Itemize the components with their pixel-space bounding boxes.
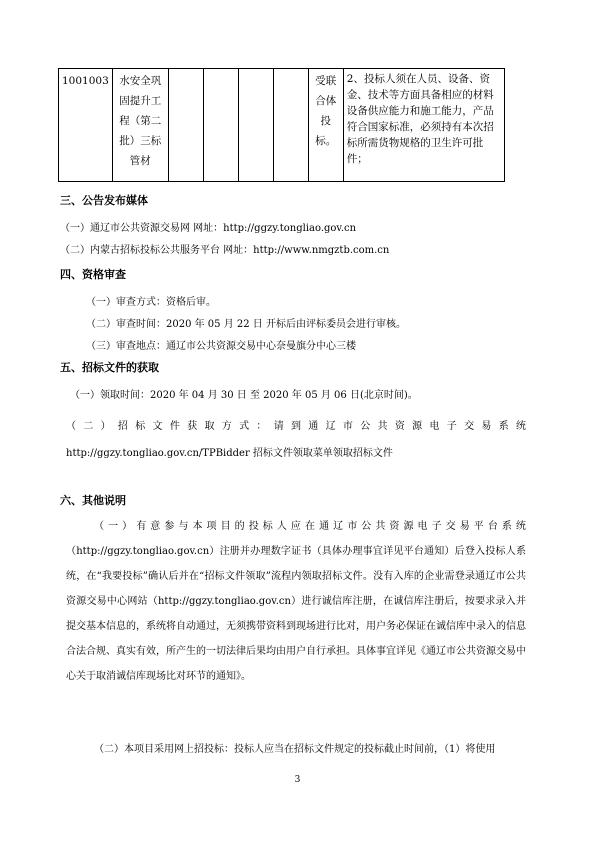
qualification-line-3: （三）审查地点：通辽市公共资源交易中心奈曼旗分中心三楼 [86,341,356,352]
project-code-cell: 1001003 [59,69,113,182]
section-heading-other: 六、其他说明 [60,494,126,507]
section-heading-qualification: 四、资格审查 [60,268,126,281]
tender-docs-line-1: （一）领取时间：2020 年 04 月 30 日 至 2020 年 05 月 06 日(北京时间)。 [70,390,418,401]
media-line-1: （一）通辽市公共资源交易网 网址：http://ggzy.tongliao.gov.cn [60,223,357,234]
other-paragraph-1: （一）有意参与本项目的投标人应在通辽市公共资源电子交易平台系统（http://ggzy.tongliao.gov.cn）注册并办理数字证书（具体办理事宜详见平台通知）后登入投标人系统，在“我要投标”确认后并在“招标文件领取”流程内领取招标文件。没有入库的企业需登录通辽市公共资源交易中心网站（http://ggzy.tongliao.gov.cn）进行诚信库注册，在诚信库注册后，按要求录入并提交基本信息的，系统将自动通过，无须携带资料到现场进行比对，用户务必保证在诚信库中录入的信息合法合规、真实有效，所产生的一切法律后果均由用户自行承担。具体事宜详见《通辽市公共资源交易中心关于取消诚信库现场比对环节的通知》。 [66,521,526,682]
tender-docs-line-3: http://ggzy.tongliao.gov.cn/TPBidder 招标文件领取菜单领取招标文件 [66,448,393,459]
table-row [59,69,505,182]
qualification-line-1: （一）审查方式：资格后审。 [86,297,216,308]
project-name-cell: 水安全巩固提升工程（第二批）三标管材 [112,69,168,182]
empty-cell [203,69,238,182]
requirement-cell: 2、投标人须在人员、设备、资金、技术等方面具备相应的材料设备供应能力和施工能力，产品符合国家标准，必须持有本次招标所需货物规格的卫生许可批件； [343,69,504,182]
empty-cell [168,69,203,182]
section-heading-media: 三、公告发布媒体 [60,194,148,207]
qualification-line-2: （二）审查时间：2020 年 05 月 22 日 开标后由评标委员会进行审核。 [86,319,406,330]
other-paragraph-2: （二）本项目采用网上招投标：投标人应当在招标文件规定的投标截止时间前，（1）将使用 [94,744,496,755]
bid-method-cell: 受联合体投标。 [308,69,343,182]
page-number: 3 [294,775,301,785]
section-heading-tender-docs: 五、招标文件的获取 [60,361,159,374]
project-table [58,68,505,182]
empty-cell [238,69,273,182]
tender-docs-line-2: （二）招标文件获取方式：请到通辽市公共资源电子交易系统 [66,421,526,432]
media-line-2: （二）内蒙古招标投标公共服务平台 网址：http://www.nmgztb.com.cn [60,245,390,256]
empty-cell [273,69,308,182]
